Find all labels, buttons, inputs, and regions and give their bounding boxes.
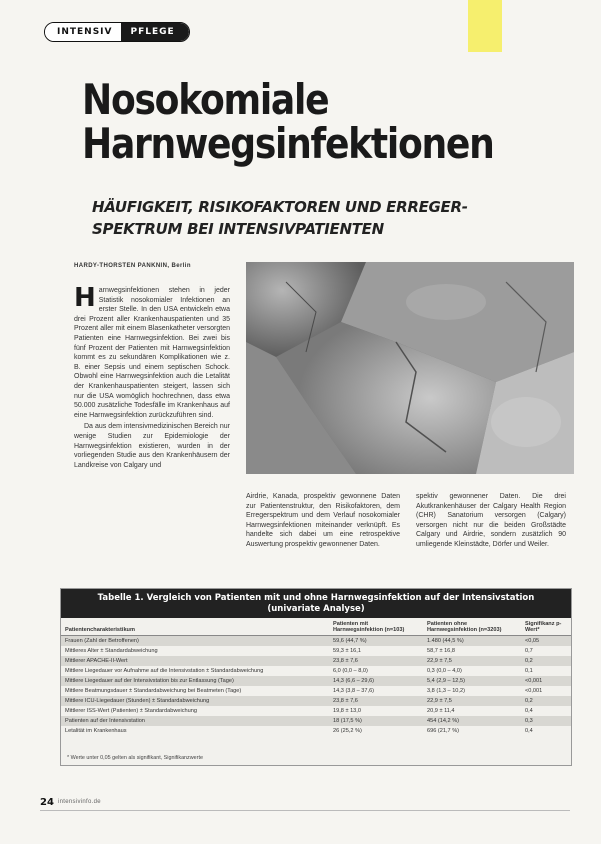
- table-header-row: [61, 618, 571, 636]
- section-tag: [44, 22, 190, 42]
- text-column-3: [416, 492, 566, 550]
- table-row: [61, 656, 571, 666]
- article-title: [82, 75, 494, 168]
- table-row: [61, 636, 571, 647]
- table-cell: <0,001: [525, 688, 543, 694]
- table-cell: 59,6 (44,7 %): [329, 636, 423, 647]
- table-row: [61, 706, 571, 716]
- table-cell: <0,001: [521, 676, 571, 686]
- table-cell: Mittlere Liegedauer vor Aufnahme auf die Intensivstation ± Standardabweichung: [65, 668, 264, 674]
- section-tag-pflege: PFLEGE: [121, 23, 189, 41]
- photo-image: [246, 262, 574, 474]
- table-title-line-1: Tabelle 1. Vergleich von Patienten mit und ohne Harnwegsinfektion auf der Intensivstation: [97, 593, 535, 603]
- table-row: [61, 696, 571, 706]
- table-cell: 0,4: [525, 708, 533, 714]
- author-byline: HARDY-THORSTEN PANKNIN, Berlin: [74, 263, 191, 269]
- table-cell: Mittleres Alter ± Standardabweichung: [65, 648, 158, 654]
- table-header-cell: Patienten mit Harnwegsinfektion (n=103): [329, 618, 423, 636]
- table-cell: 0,1: [525, 668, 533, 674]
- section-tag-intensiv: INTENSIV: [45, 23, 121, 41]
- table-cell: Mittlerer ISS-Wert (Patienten) ± Standardabweichung: [65, 708, 197, 714]
- table-cell: 22,9 ± 7,5: [423, 696, 521, 706]
- footer-source: intensivinfo.de: [58, 799, 101, 805]
- table-cell: 0,3: [521, 716, 571, 726]
- table-row: [61, 716, 571, 726]
- table-cell: 0,2: [521, 656, 571, 666]
- table-cell: 0,7: [525, 648, 533, 654]
- table-row: [61, 646, 571, 656]
- table-cell: 0,2: [521, 696, 571, 706]
- title-line-1: Nosokomiale: [82, 75, 329, 124]
- paragraph-2: Da aus dem intensivmedizinischen Bereich nur wenige Studien zur Epidemiologie der Harnwegsinfektion existieren, wurden in der vorliegenden Studie aus den Krankenhäusern der Landkreise von Calgary und: [74, 423, 230, 469]
- table-header-cell: Patienten ohne Harnwegsinfektion (n=3203): [423, 618, 521, 636]
- table-cell: 3,8 (1,3 – 10,2): [427, 688, 465, 694]
- table-cell: 20,9 ± 11,4: [427, 708, 455, 714]
- table-row: [61, 676, 571, 686]
- table-cell: Mittlere Beatmungsdauer ± Standardabweichung bei Beatmeten (Tage): [65, 688, 242, 694]
- article-photo: [246, 262, 574, 474]
- footer-divider: [40, 810, 570, 811]
- table-cell: Mittlerer APACHE-II-Wert: [61, 656, 329, 666]
- table-footnote: * Werte unter 0,05 gelten als signifikant, Signifikanzwerte: [67, 755, 203, 761]
- table-cell: 26 (25,2 %): [333, 728, 362, 734]
- paragraph-1-text: arnwegsinfektionen stehen in jeder Statistik nosokomialer Infektionen an erster Stelle. In den USA entwickeln etwa drei Prozent aller Krankenhauspatienten und 35 Prozent aller mit einem Blasenkatheter versorgten Patienten eine Harnwegsinfektion. Bei zwei bis fünf Prozent der Patienten mit Harnwegsinfektion kommt es zu sekundären Komplikationen wie z. B. einer Sepsis und einem septischen Schock. Obwohl eine Harnwegsinfektion auch die Letalität der Krankenhauspatienten steigert, lassen sich nur die USA womöglich hochrechnen, dass etwa 50.000 zusätzliche Todesfälle im Krankenhaus auf eine Harnwegsinfektion zurückzuführen sind.: [74, 287, 230, 419]
- article-subtitle: HÄUFIGKEIT, RISIKOFAKTOREN UND ERREGER-SPEKTRUM BEI INTENSIVPATIENTEN: [92, 198, 468, 238]
- table-cell: Letalität im Krankenhaus: [65, 728, 127, 734]
- table-cell: <0,05: [521, 636, 571, 647]
- table-cell: 18 (17,5 %): [329, 716, 423, 726]
- page-number: 24: [40, 797, 54, 808]
- table-cell: 22,9 ± 7,5: [423, 656, 521, 666]
- sticky-note: [468, 0, 502, 52]
- table-row: [61, 726, 571, 736]
- table-cell: 0,3 (0,0 – 4,0): [427, 668, 462, 674]
- table-cell: 0,4: [525, 728, 533, 734]
- text-column-1: [74, 283, 230, 470]
- paragraph-4: spektiv gewonnener Daten. Die drei Akutkrankenhäuser der Calgary Health Region (CHR) Sanatorium versorgen (Calgary) versorgen nicht nur die beiden Großstädte Calgary und Airdrie, sondern zusätzlich 90 umliegende Kleinstädte, Dörfer und Weiler.: [416, 493, 566, 548]
- text-column-2: [246, 492, 400, 550]
- table-cell: 14,3 (3,8 – 37,6): [333, 688, 375, 694]
- data-table-box: [60, 588, 572, 766]
- table-cell: 23,8 ± 7,6: [329, 656, 423, 666]
- table-row: [61, 666, 571, 676]
- table-cell: 19,8 ± 13,0: [333, 708, 361, 714]
- table-cell: Frauen (Zahl der Betroffenen): [61, 636, 329, 647]
- table-row: [61, 686, 571, 696]
- table-cell: 14,3 (6,6 – 29,6): [329, 676, 423, 686]
- table-cell: 6,0 (0,0 – 8,0): [333, 668, 368, 674]
- comparison-table: [61, 618, 571, 736]
- table-cell: 454 (14,2 %): [423, 716, 521, 726]
- table-header-cell: Patientencharakteristikum: [61, 618, 329, 636]
- paragraph-1: [74, 283, 230, 420]
- table-cell: Mittlere ICU-Liegedauer (Stunden) ± Standardabweichung: [61, 696, 329, 706]
- table-cell: 59,3 ± 16,1: [333, 648, 361, 654]
- table-cell: 58,7 ± 16,8: [427, 648, 455, 654]
- table-cell: 23,8 ± 7,6: [329, 696, 423, 706]
- table-header-cell: Signifikanz p-Wert*: [521, 618, 571, 636]
- drop-cap: H: [74, 283, 96, 313]
- table-title-line-2: (univariate Analyse): [267, 604, 365, 614]
- title-line-2: Harnwegsinfektionen: [82, 119, 494, 168]
- table-title: [61, 589, 571, 618]
- paragraph-3: Airdrie, Kanada, prospektiv gewonnene Daten zur Patientenstruktur, den Risikofaktoren, dem Erregerspektrum und dem Verlauf nosokomialer Harnwegsinfektionen miteinander verknüpft. Es handelte sich dabei um eine retrospektive Auswertung prospektiv gewonnener Daten.: [246, 493, 400, 548]
- table-cell: Patienten auf der Intensivstation: [61, 716, 329, 726]
- table-cell: 5,4 (2,9 – 12,5): [423, 676, 521, 686]
- table-cell: 696 (21,7 %): [427, 728, 460, 734]
- table-cell: Mittlere Liegedauer auf der Intensivstation bis zur Entlassung (Tage): [61, 676, 329, 686]
- table-cell: 1.480 (44,5 %): [423, 636, 521, 647]
